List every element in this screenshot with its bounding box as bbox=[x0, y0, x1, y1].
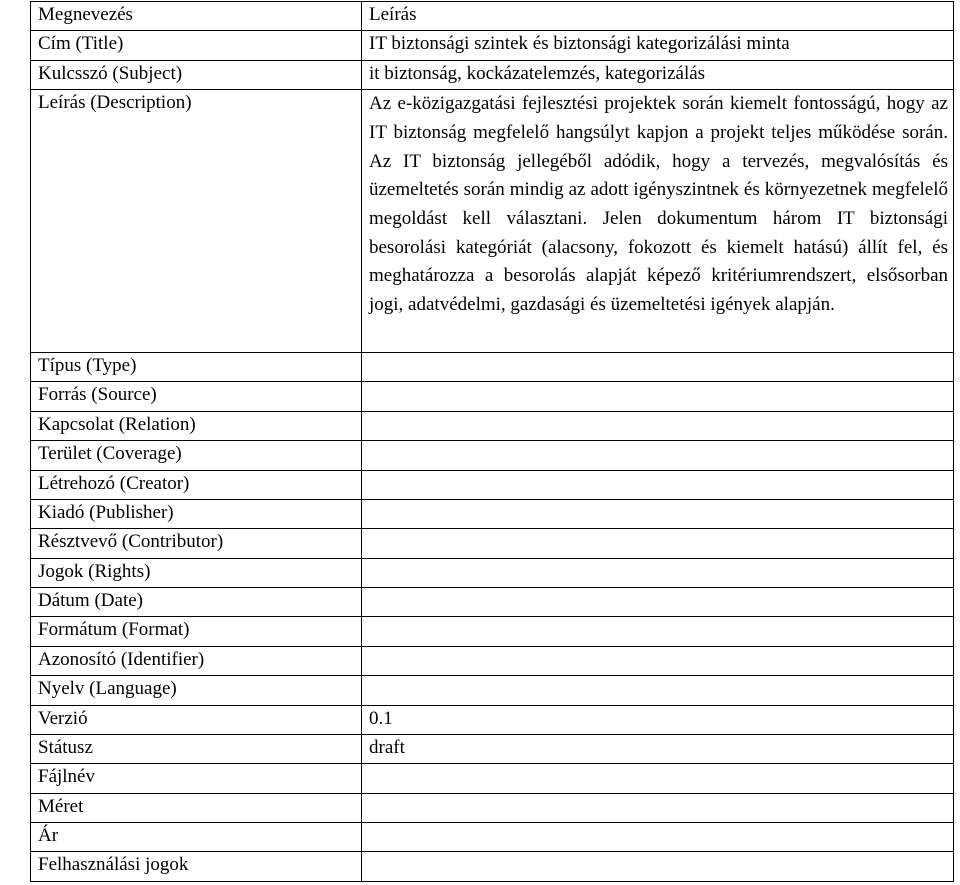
table-row bbox=[31, 676, 954, 705]
table-row bbox=[31, 529, 954, 558]
table-header-row bbox=[31, 2, 954, 31]
row-value-filename bbox=[362, 764, 954, 793]
table-row bbox=[31, 705, 954, 734]
row-value-price bbox=[362, 823, 954, 852]
table-row bbox=[31, 646, 954, 675]
table-row bbox=[31, 764, 954, 793]
row-value-usage-rights bbox=[362, 852, 954, 882]
row-key-publisher: Kiadó (Publisher) bbox=[31, 499, 362, 528]
row-value-date bbox=[362, 588, 954, 617]
table-row bbox=[31, 852, 954, 882]
table-row bbox=[31, 353, 954, 382]
row-value-subject: it biztonság, kockázatelemzés, kategorizálás bbox=[362, 60, 954, 89]
table-row bbox=[31, 441, 954, 470]
table-row bbox=[31, 499, 954, 528]
row-key-title: Cím (Title) bbox=[31, 31, 362, 60]
table-row bbox=[31, 823, 954, 852]
row-key-relation: Kapcsolat (Relation) bbox=[31, 411, 362, 440]
row-value-publisher bbox=[362, 499, 954, 528]
row-value-description bbox=[362, 90, 954, 353]
row-key-contributor: Résztvevő (Contributor) bbox=[31, 529, 362, 558]
row-key-size: Méret bbox=[31, 793, 362, 822]
row-value-source bbox=[362, 382, 954, 411]
row-key-rights: Jogok (Rights) bbox=[31, 558, 362, 587]
header-value-cell: Leírás bbox=[362, 2, 954, 31]
row-value-contributor bbox=[362, 529, 954, 558]
row-value-size bbox=[362, 793, 954, 822]
row-value-language bbox=[362, 676, 954, 705]
table-row bbox=[31, 470, 954, 499]
table-row bbox=[31, 588, 954, 617]
table-row bbox=[31, 734, 954, 763]
row-key-version: Verzió bbox=[31, 705, 362, 734]
row-key-date: Dátum (Date) bbox=[31, 588, 362, 617]
row-value-identifier bbox=[362, 646, 954, 675]
row-value-creator bbox=[362, 470, 954, 499]
table-row bbox=[31, 558, 954, 587]
row-key-creator: Létrehozó (Creator) bbox=[31, 470, 362, 499]
table-row bbox=[31, 382, 954, 411]
row-key-filename: Fájlnév bbox=[31, 764, 362, 793]
row-value-type bbox=[362, 353, 954, 382]
table-row bbox=[31, 793, 954, 822]
row-value-relation bbox=[362, 411, 954, 440]
table-row bbox=[31, 90, 954, 353]
table-row bbox=[31, 31, 954, 60]
row-key-coverage: Terület (Coverage) bbox=[31, 441, 362, 470]
row-key-format: Formátum (Format) bbox=[31, 617, 362, 646]
row-key-language: Nyelv (Language) bbox=[31, 676, 362, 705]
row-value-title: IT biztonsági szintek és biztonsági kategorizálási minta bbox=[362, 31, 954, 60]
row-value-format bbox=[362, 617, 954, 646]
row-key-type: Típus (Type) bbox=[31, 353, 362, 382]
row-key-usage-rights: Felhasználási jogok bbox=[31, 852, 362, 882]
table-row bbox=[31, 617, 954, 646]
row-key-price: Ár bbox=[31, 823, 362, 852]
row-value-rights bbox=[362, 558, 954, 587]
description-text: Az e-közigazgatási fejlesztési projektek során kiemelt fontosságú, hogy az IT biztonság megfelelő hangsúlyt kapjon a projekt teljes működése során. Az IT biztonság jellegéből adódik, hogy a tervezés, megvalósítás és üzemeltetés során mindig az adott igényszintnek és környezetnek megfelelő megoldást kell választani. Jelen dokumentum három IT biztonsági besorolási kategóriát (alacsony, fokozott és kiemelt hatású) állít fel, és meghatározza a besorolás alapját képező kritériumrendszert, elsősorban jogi, adatvédelmi, gazdasági és üzemeltetési igények alapján. bbox=[369, 93, 948, 316]
row-key-description: Leírás (Description) bbox=[31, 90, 362, 353]
row-key-identifier: Azonosító (Identifier) bbox=[31, 646, 362, 675]
row-value-status: draft bbox=[362, 734, 954, 763]
metadata-table bbox=[30, 1, 954, 882]
row-value-coverage bbox=[362, 441, 954, 470]
row-key-source: Forrás (Source) bbox=[31, 382, 362, 411]
row-key-status: Státusz bbox=[31, 734, 362, 763]
row-value-version: 0.1 bbox=[362, 705, 954, 734]
table-row bbox=[31, 60, 954, 89]
row-key-subject: Kulcsszó (Subject) bbox=[31, 60, 362, 89]
table-row bbox=[31, 411, 954, 440]
header-key-cell: Megnevezés bbox=[31, 2, 362, 31]
